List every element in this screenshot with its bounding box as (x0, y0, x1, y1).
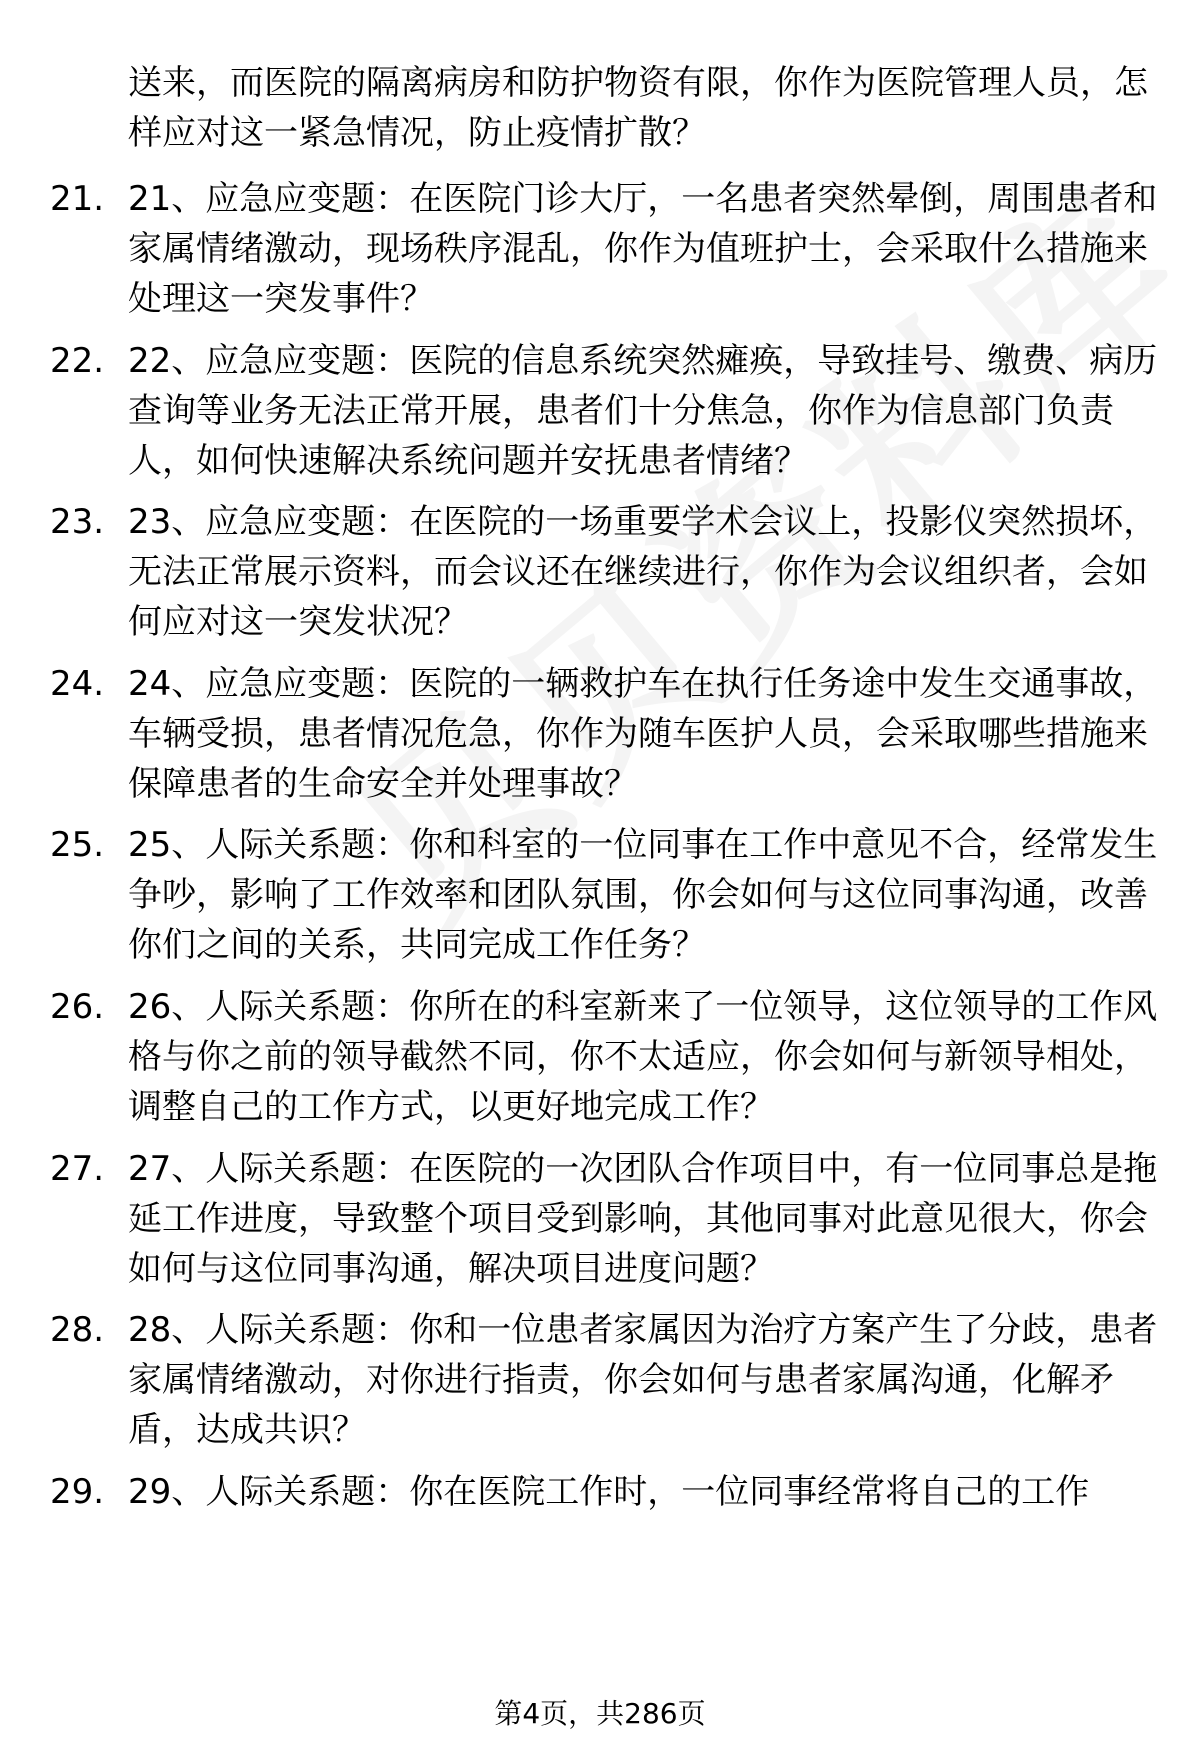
item-number: 24. (50, 664, 105, 704)
item-number: 25. (50, 825, 105, 865)
item-number: 23. (50, 502, 105, 542)
item-number: 27. (50, 1149, 105, 1189)
item-text: 25、人际关系题：你和科室的一位同事在工作中意见不合，经常发生争吵，影响了工作效率和团队氛围，你会如何与这位同事沟通，改善你们之间的关系，共同完成工作任务？ (128, 825, 1158, 965)
item-number: 26. (50, 987, 105, 1027)
item-text: 24、应急应变题：医院的一辆救护车在执行任务途中发生交通事故，车辆受损，患者情况危急，你作为随车医护人员，会采取哪些措施来保障患者的生命安全并处理事故？ (128, 664, 1158, 804)
continuation-paragraph: 送来，而医院的隔离病房和防护物资有限，你作为医院管理人员，怎样应对这一紧急情况，防止疫情扩散？ (128, 63, 1148, 153)
item-number: 28. (50, 1310, 105, 1350)
item-text: 28、人际关系题：你和一位患者家属因为治疗方案产生了分歧，患者家属情绪激动，对你进行指责，你会如何与患者家属沟通，化解矛盾，达成共识？ (128, 1310, 1158, 1450)
page-footer: 第4页，共286页 (494, 1697, 706, 1730)
item-text: 29、人际关系题：你在医院工作时，一位同事经常将自己的工作 (128, 1472, 1090, 1512)
item-number: 29. (50, 1472, 105, 1512)
item-text: 23、应急应变题：在医院的一场重要学术会议上，投影仪突然损坏，无法正常展示资料，而会议还在继续进行，你作为会议组织者，会如何应对这一突发状况？ (128, 502, 1158, 642)
item-number: 22. (50, 341, 105, 381)
item-number: 21. (50, 179, 105, 219)
item-text: 27、人际关系题：在医院的一次团队合作项目中，有一位同事总是拖延工作进度，导致整个项目受到影响，其他同事对此意见很大，你会如何与这位同事沟通，解决项目进度问题？ (128, 1149, 1158, 1289)
item-text: 22、应急应变题：医院的信息系统突然瘫痪，导致挂号、缴费、病历查询等业务无法正常开展，患者们十分焦急，你作为信息部门负责人，如何快速解决系统问题并安抚患者情绪？ (128, 341, 1158, 481)
item-text: 21、应急应变题：在医院门诊大厅，一名患者突然晕倒，周围患者和家属情绪激动，现场秩序混乱，你作为值班护士，会采取什么措施来处理这一突发事件？ (128, 179, 1158, 319)
item-text: 26、人际关系题：你所在的科室新来了一位领导，这位领导的工作风格与你之前的领导截然不同，你不太适应，你会如何与新领导相处，调整自己的工作方式，以更好地完成工作？ (128, 987, 1158, 1127)
